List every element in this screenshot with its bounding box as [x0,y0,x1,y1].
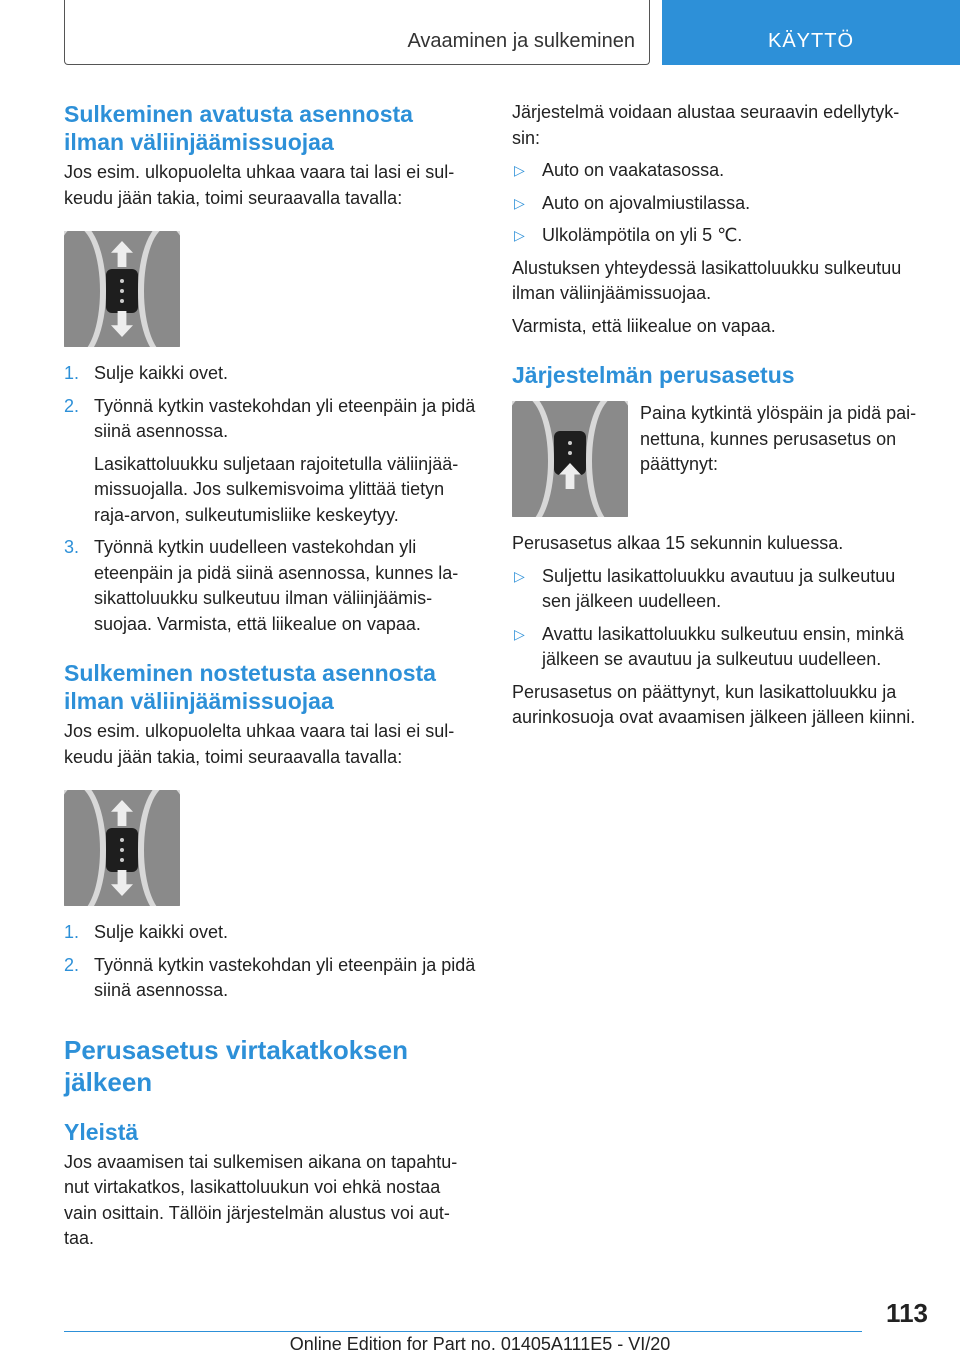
condition-text: Auto on ajovalmiustilassa. [542,192,751,213]
behavior-list [512,564,926,673]
chapter-tab-label: KÄYTTÖ [767,30,854,52]
switch-icon [106,828,138,872]
step-item [64,953,476,1004]
condition-text: Ulkolämpötila on yli 5 ℃. [542,225,743,245]
section-heading-basic-setting: Järjestelmän perusasetus [512,362,795,388]
roof-switch-illustration [64,790,180,906]
arrow-up-icon [111,241,133,267]
triangle-bullet-icon: ▷ [514,625,525,642]
condition-text: Auto on vaakatasossa. [542,160,725,180]
roof-switch-press-up-illustration [512,401,628,517]
condition-item [512,191,926,217]
condition-item [512,223,926,249]
triangle-bullet-icon: ▷ [514,162,525,178]
steps-list-continued [64,535,476,637]
arrow-down-icon [111,870,133,896]
edition-note: Online Edition for Part no. 01405A111E5 - VI/20 [289,1334,671,1354]
behavior-text: Suljettu lasikattoluukku avautuu ja sulkeutuu sen jälkeen uudelleen. [542,565,896,611]
step-text: Sulje kaikki ovet. [94,363,229,383]
right-column [512,100,926,738]
start-time-paragraph: Perusasetus alkaa 15 sekunnin kuluessa. [512,533,844,553]
behavior-item [512,622,926,673]
step-text: Sulje kaikki ovet. [94,922,229,942]
chapter-heading-power-failure [64,1034,476,1098]
step-item [64,394,476,445]
heading-line-1: Perusasetus virtakatkoksen [64,1034,408,1065]
heading-line-1: Sulkeminen nostetusta asennosta [64,660,436,686]
left-column [64,100,476,1259]
general-paragraph: Jos avaamisen tai sulkemisen aikana on tapahtu‐nut virtakatkos, lasikattoluukun voi ehkä nostaa vain osittain. Tällöin järjestelmän alustus voi aut‐taa. [64,1151,458,1248]
triangle-bullet-icon: ▷ [514,194,525,211]
behavior-item [512,564,926,615]
conditions-intro: Järjestelmä voidaan alustaa seuraavin edellytyk‐sin: [512,102,900,148]
triangle-bullet-icon: ▷ [514,567,525,584]
conditions-list [512,158,926,249]
step-number: 2. [64,954,80,975]
basic-setting-instruction [512,401,926,517]
step-note: Lasikattoluukku suljetaan rajoitetulla väliinjää‐missuojalla. Jos sulkemisvoima ylittää tietyn raja-arvon, sulkeutumisliike keskeytyy. [94,453,459,525]
intro-paragraph: Jos esim. ulkopuolelta uhkaa vaara tai lasi ei sul‐keudu jään takia, toimi seuraavalla tavalla: [64,721,455,767]
trim-right [586,401,628,517]
step-number: 1. [64,922,80,942]
heading-line-2: jälkeen [64,1066,153,1097]
heading-line-2: ilman väliinjäämissuojaa [64,129,334,155]
condition-item [512,158,926,184]
arrow-down-icon [111,311,133,337]
behavior-text: Avattu lasikattoluukku sulkeutuu ensin, minkä jälkeen se avautuu ja sulkeutuu uudelleen. [542,623,904,669]
step-text: Työnnä kytkin vastekohdan yli eteenpäin ja pidä siinä asennossa. [94,395,476,441]
heading-line-1: Sulkeminen avatusta asennosta [64,101,413,127]
switch-icon [106,269,138,313]
step-item [64,361,476,387]
step-number: 3. [64,537,80,557]
step-text: Työnnä kytkin uudelleen vastekohdan yli eteenpäin ja pidä siinä asennossa, kunnes la‐sikattoluukku sulkeutuu ilman väliinjäämis‐suojaa. Varmista, että liikealue on vapaa. [94,537,459,634]
page-number: 113 [886,1298,928,1328]
trim-right [138,231,180,347]
intro-paragraph: Jos esim. ulkopuolelta uhkaa vaara tai lasi ei sul‐keudu jään takia, toimi seuraavalla tavalla: [64,162,455,208]
trim-right [138,790,180,906]
step-text: Työnnä kytkin vastekohdan yli eteenpäin ja pidä siinä asennossa. [94,954,476,1000]
step-number: 1. [64,363,80,383]
press-switch-text: Paina kytkintä ylöspäin ja pidä pai‐nettuna, kunnes perusasetus on päättynyt: [640,403,917,474]
step-item [64,920,476,946]
running-header [64,0,650,65]
step-number: 2. [64,395,80,416]
roof-switch-illustration [64,231,180,347]
init-paragraph: Alustuksen yhteydessä lasikattoluukku sulkeutuu ilman väliinjäämissuojaa. [512,257,902,303]
trim-left [512,401,554,517]
triangle-bullet-icon: ▷ [514,227,525,243]
section-heading-closing-from-open [64,100,476,156]
check-area-paragraph: Varmista, että liikealue on vapaa. [512,315,776,336]
footer-divider [64,1331,862,1332]
arrow-up-icon [111,800,133,826]
chapter-tab [662,0,960,65]
trim-left [64,231,106,347]
completion-paragraph: Perusasetus on päättynyt, kun lasikattoluukku ja aurinkosuoja ovat avaamisen jälkeen jälleen kiinni. [512,681,916,727]
section-heading-closing-from-raised [64,659,476,715]
subheading-general: Yleistä [64,1118,139,1145]
trim-left [64,790,106,906]
steps-list [64,920,476,1004]
running-header-title: Avaaminen ja sulkeminen [407,30,635,52]
steps-list [64,361,476,445]
step-item [64,535,476,637]
heading-line-2: ilman väliinjäämissuojaa [64,688,334,714]
